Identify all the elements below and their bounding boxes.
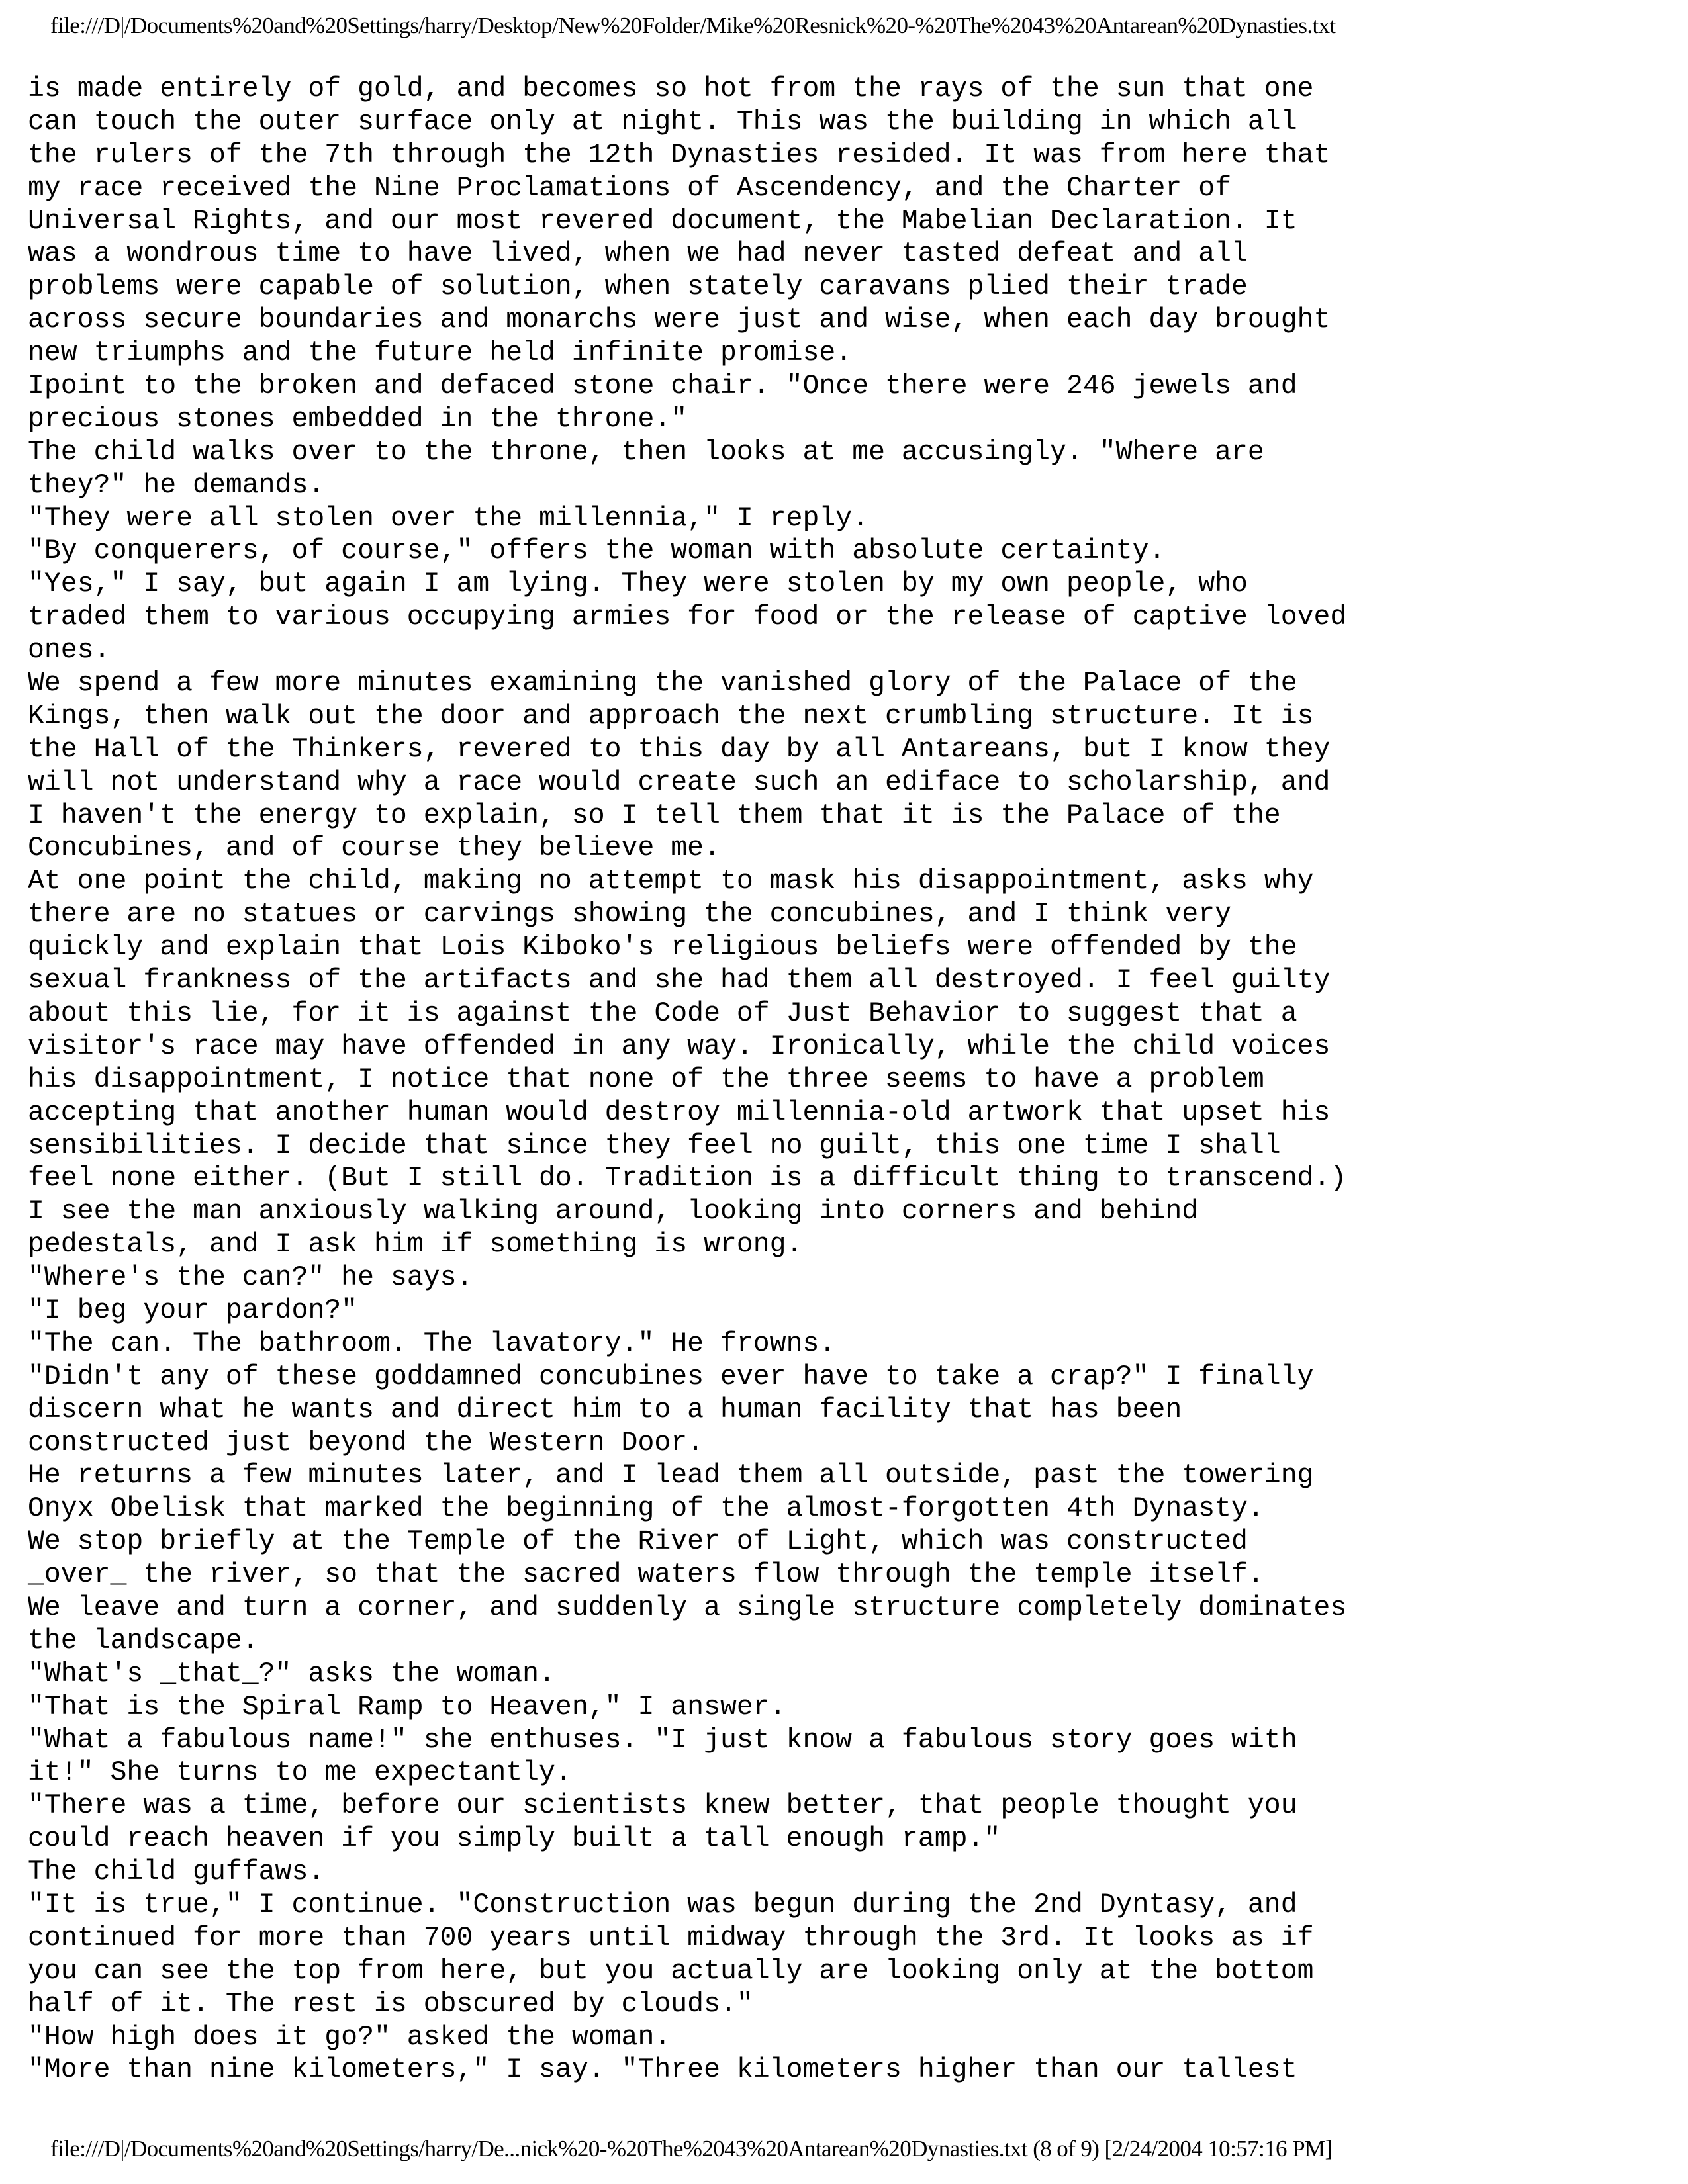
document-line: ones. — [28, 635, 111, 666]
page-footer-url: file:///D|/Documents%20and%20Settings/harry/De...nick%20-%20The%2043%20Antarean%20Dynasties.txt (8 of 9) [2/24/2004 10:57:16 PM] — [50, 2136, 1333, 2161]
document-line: "What's _that_?" asks the woman. — [28, 1658, 555, 1690]
document-line: The child guffaws. — [28, 1856, 325, 1888]
document-line: his disappointment, I notice that none of the three seems to have a problem — [28, 1064, 1264, 1095]
document-line: "They were all stolen over the millennia," I reply. — [28, 502, 869, 534]
page-header-url: file:///D|/Documents%20and%20Settings/harry/Desktop/New%20Folder/Mike%20Resnick%20-%20The%2043%20Antarean%20Dynasties.txt — [50, 13, 1336, 38]
document-line: Ipoint to the broken and defaced stone chair. "Once there were 246 jewels and — [28, 371, 1297, 402]
document-line: "That is the Spiral Ramp to Heaven," I answer. — [28, 1691, 786, 1723]
document-line: "More than nine kilometers," I say. "Three kilometers higher than our tallest — [28, 2054, 1297, 2086]
document-line: "What a fabulous name!" she enthuses. "I just know a fabulous story goes with — [28, 1724, 1297, 1756]
document-line: We spend a few more minutes examining the vanished glory of the Palace of the — [28, 668, 1297, 700]
document-line: new triumphs and the future held infinite promise. — [28, 338, 853, 369]
document-line: accepting that another human would destroy millennia-old artwork that upset his — [28, 1097, 1331, 1128]
document-line: He returns a few minutes later, and I lead them all outside, past the towering — [28, 1460, 1314, 1492]
document-line: problems were capable of solution, when stately caravans plied their trade — [28, 271, 1248, 303]
document-line: feel none either. (But I still do. Tradition is a difficult thing to transcend.) — [28, 1163, 1347, 1195]
document-line: sexual frankness of the artifacts and she had them all destroyed. I feel guilty — [28, 965, 1331, 997]
document-line: can touch the outer surface only at night. This was the building in which all — [28, 106, 1297, 138]
document-line: could reach heaven if you simply built a tall enough ramp." — [28, 1823, 1001, 1855]
document-line: "By conquerers, of course," offers the woman with absolute certainty. — [28, 535, 1166, 567]
document-line: the landscape. — [28, 1625, 259, 1657]
document-line: "It is true," I continue. "Construction was begun during the 2nd Dyntasy, and — [28, 1889, 1297, 1921]
document-line: my race received the Nine Proclamations of Ascendency, and the Charter of — [28, 172, 1231, 204]
document-line: We stop briefly at the Temple of the River of Light, which was constructed — [28, 1526, 1248, 1558]
document-line: "The can. The bathroom. The lavatory." He frowns. — [28, 1328, 836, 1359]
document-line: was a wondrous time to have lived, when we had never tasted defeat and all — [28, 238, 1248, 270]
document-line: "Where's the can?" he says. — [28, 1262, 473, 1294]
document-line: I see the man anxiously walking around, looking into corners and behind — [28, 1196, 1199, 1228]
document-line: visitor's race may have offended in any way. Ironically, while the child voices — [28, 1030, 1331, 1062]
document-line: sensibilities. I decide that since they feel no guilt, this one time I shall — [28, 1130, 1281, 1161]
document-line: precious stones embedded in the throne." — [28, 403, 688, 435]
document-line: continued for more than 700 years until midway through the 3rd. It looks as if — [28, 1922, 1314, 1954]
document-line: traded them to various occupying armies for food or the release of captive loved — [28, 602, 1347, 633]
document-line: "How high does it go?" asked the woman. — [28, 2021, 671, 2053]
document-line: We leave and turn a corner, and suddenly a single structure completely dominates — [28, 1592, 1347, 1623]
document-line: Concubines, and of course they believe me. — [28, 833, 720, 864]
document-line: discern what he wants and direct him to a human facility that has been — [28, 1394, 1182, 1426]
document-line: I haven't the energy to explain, so I tell them that it is the Palace of the — [28, 799, 1281, 831]
document-line: "I beg your pardon?" — [28, 1295, 358, 1326]
document-line: "Yes," I say, but again I am lying. They were stolen by my own people, who — [28, 569, 1248, 600]
document-line: "Didn't any of these goddamned concubines ever have to take a crap?" I finally — [28, 1361, 1314, 1392]
document-line: pedestals, and I ask him if something is wrong. — [28, 1229, 803, 1261]
document-line: the Hall of the Thinkers, revered to this day by all Antareans, but I know they — [28, 733, 1331, 765]
document-line: the rulers of the 7th through the 12th Dynasties resided. It was from here that — [28, 139, 1331, 171]
document-line: The child walks over to the throne, then looks at me accusingly. "Where are — [28, 436, 1264, 468]
document-line: will not understand why a race would create such an ediface to scholarship, and — [28, 766, 1331, 798]
document-line: Kings, then walk out the door and approach the next crumbling structure. It is — [28, 700, 1314, 732]
document-text — [28, 73, 1669, 2087]
document-line: is made entirely of gold, and becomes so hot from the rays of the sun that one — [28, 73, 1314, 105]
document-line: "There was a time, before our scientists knew better, that people thought you — [28, 1790, 1297, 1822]
document-line: quickly and explain that Lois Kiboko's religious beliefs were offended by the — [28, 932, 1297, 964]
document-line: it!" She turns to me expectantly. — [28, 1757, 572, 1789]
document-line: there are no statues or carvings showing the concubines, and I think very — [28, 899, 1231, 931]
document-line: half of it. The rest is obscured by clouds." — [28, 1988, 753, 2020]
document-line: constructed just beyond the Western Door. — [28, 1427, 704, 1459]
document-line: you can see the top from here, but you actually are looking only at the bottom — [28, 1955, 1314, 1987]
document-line: they?" he demands. — [28, 469, 325, 501]
document-line: Universal Rights, and our most revered document, the Mabelian Declaration. It — [28, 205, 1297, 237]
document-line: At one point the child, making no attempt to mask his disappointment, asks why — [28, 866, 1314, 897]
document-line: about this lie, for it is against the Code of Just Behavior to suggest that a — [28, 997, 1297, 1029]
document-line: Onyx Obelisk that marked the beginning of the almost-forgotten 4th Dynasty. — [28, 1493, 1264, 1525]
document-line: across secure boundaries and monarchs were just and wise, when each day brought — [28, 304, 1331, 336]
document-line: _over_ the river, so that the sacred waters flow through the temple itself. — [28, 1559, 1264, 1591]
